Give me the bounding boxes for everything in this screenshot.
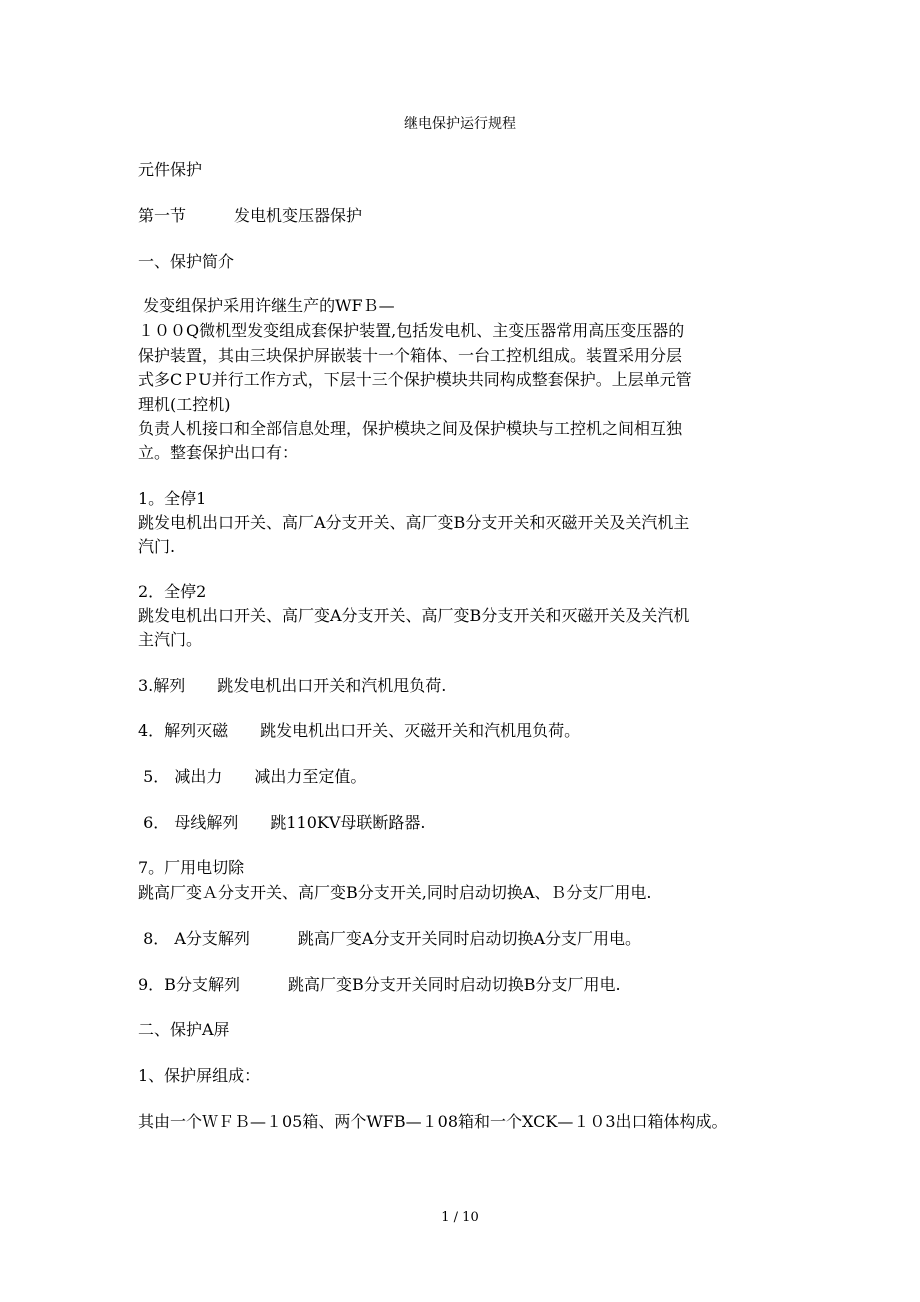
outlet-item-text: 汽门. xyxy=(138,537,176,556)
outlet-item: 6． 母线解列 跳110KV母联断路器. xyxy=(138,813,426,832)
panel-composition-text: 其由一个ＷＦＢ—１05箱、两个WFB—１08箱和一个XCK—１０3出口箱体构成。 xyxy=(138,1112,728,1131)
outlet-item: 9．B分支解列 跳高厂变B分支开关同时启动切换B分支厂用电. xyxy=(138,975,621,994)
outlet-item-text: 跳发电机出口开关、高厂A分支开关、高厂变B分支开关和灭磁开关及关汽机主 xyxy=(138,513,690,532)
outlet-item: 4．解列灭磁 跳发电机出口开关、灭磁开关和汽机甩负荷。 xyxy=(138,721,581,740)
chapter-heading: 第一节 发电机变压器保护 xyxy=(138,206,363,225)
section-heading: 元件保护 xyxy=(138,160,203,179)
intro-line: 理机(工控机) xyxy=(138,395,231,414)
page-number: 1 / 10 xyxy=(441,1210,479,1225)
intro-line: 式多CＰU并行工作方式，下层十三个保护模块共同构成整套保护。上层单元管 xyxy=(138,370,692,389)
outlet-item-text: 主汽门。 xyxy=(138,630,203,649)
intro-line: 立。整套保护出口有： xyxy=(138,443,299,462)
intro-line: 发变组保护采用许继生产的WFＢ— xyxy=(138,296,395,315)
outlet-item: 5． 减出力 减出力至定值。 xyxy=(138,767,367,786)
outlet-item-text: 跳高厂变Ａ分支开关、高厂变B分支开关,同时启动切换A、Ｂ分支厂用电. xyxy=(138,883,652,902)
subheading-panel-composition: 1、保护屏组成： xyxy=(138,1066,261,1085)
outlet-item-text: 跳发电机出口开关、高厂变A分支开关、高厂变B分支开关和灭磁开关及关汽机 xyxy=(138,606,690,625)
document-title: 继电保护运行规程 xyxy=(404,116,516,132)
intro-line: 保护装置，其由三块保护屏嵌装十一个箱体、一台工控机组成。装置采用分层 xyxy=(138,346,683,365)
outlet-item-title: 7。厂用电切除 xyxy=(138,858,245,877)
heading-protection-panel-a: 二、保护A屏 xyxy=(138,1020,230,1039)
intro-line: １００Q微机型发变组成套保护装置,包括发电机、主变压器常用高压变压器的 xyxy=(138,321,685,340)
outlet-item: 8． A分支解列 跳高厂变A分支开关同时启动切换A分支厂用电。 xyxy=(138,929,642,948)
outlet-item-title: 1。全停1 xyxy=(138,489,207,508)
intro-line: 负责人机接口和全部信息处理，保护模块之间及保护模块与工控机之间相互独 xyxy=(138,419,683,438)
outlet-item: 3.解列 跳发电机出口开关和汽机甩负荷. xyxy=(138,676,447,695)
outlet-item-title: 2．全停2 xyxy=(138,582,207,601)
heading-protection-intro: 一、保护简介 xyxy=(138,252,235,271)
